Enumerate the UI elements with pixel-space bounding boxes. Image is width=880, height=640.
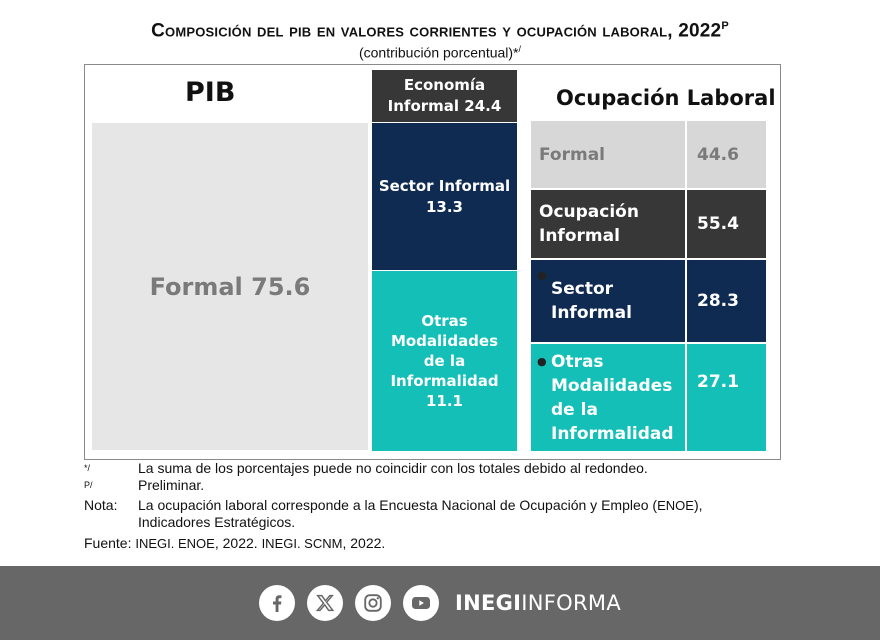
chart-subtitle: (contribución porcentual)*/ [358, 44, 522, 61]
x-glyph [314, 592, 336, 614]
nota-key: Nota: [84, 497, 118, 513]
x-icon[interactable] [307, 585, 343, 621]
pib-economia-informal-block [372, 70, 517, 122]
facebook-glyph [265, 591, 289, 615]
nota-text: La ocupación laboral corresponde a la Encuesta Nacional de Ocupación y Empleo (ENOE), Indicadores Estratégicos. [138, 497, 703, 530]
ocupacion-informal-label [531, 190, 685, 258]
bullet-icon: ● [537, 269, 547, 282]
pib-heading: PIB [185, 77, 236, 108]
footnote-preliminary [84, 477, 784, 494]
instagram-icon[interactable] [355, 585, 391, 621]
economia-informal-label-2: Informal [387, 97, 460, 115]
ocupacion-informal-value: 55.4 [687, 190, 766, 258]
footnote-text: Preliminar. [138, 477, 205, 493]
otras-label-2: Modalidades [390, 332, 499, 350]
footnote-nota [84, 497, 784, 531]
footnotes [84, 460, 784, 553]
ocupacion-heading: Ocupación Laboral [556, 86, 776, 110]
ocupacion-formal-value: 44.6 [687, 121, 766, 188]
title-superscript: P [721, 20, 729, 32]
inegi-informa-logo: INEGIINFORMA [455, 591, 621, 615]
pib-otras-modalidades-block [372, 271, 517, 451]
economia-informal-value: 24.4 [464, 97, 502, 115]
otras-label-1: Otras [421, 312, 468, 330]
ocupacion-formal-label: Formal [531, 121, 685, 188]
ocupacion-otras-modalidades-value: 27.1 [687, 344, 766, 451]
ocupacion-informal-text: Ocupación Informal [539, 202, 639, 246]
footnote-key: */ [84, 463, 91, 473]
footnote-rounding [84, 460, 784, 477]
pib-formal-value: 75.6 [251, 272, 311, 301]
youtube-icon[interactable] [403, 585, 439, 621]
bullet-icon: ● [537, 355, 547, 368]
ocupacion-sector-informal-text: Sector Informal [551, 279, 632, 323]
instagram-glyph [362, 592, 384, 614]
sector-informal-label: Sector Informal [378, 176, 511, 195]
source-line: Fuente: INEGI. ENOE, 2022. INEGI. SCNM, 2022. [84, 535, 386, 551]
ocupacion-sector-informal-label [531, 260, 685, 342]
youtube-glyph [409, 591, 433, 615]
economia-informal-label-1: Economía [403, 76, 486, 94]
pib-formal-label: Formal 75.6 [149, 272, 311, 301]
ocupacion-otras-modalidades-text: Otras Modalidades de la Informalidad [551, 351, 674, 444]
sector-informal-value: 13.3 [425, 197, 463, 216]
chart-title: Composición del pib en valores corrientes y ocupación laboral, $2022^P$ [151, 20, 729, 42]
pib-formal-block [92, 123, 368, 450]
ocupacion-otras-modalidades-label [531, 344, 685, 451]
otras-label-4: Informalidad [390, 372, 499, 390]
footer-bar [0, 566, 880, 640]
footnote-text: La suma de los porcentajes puede no coincidir con los totales debido al redondeo. [138, 460, 648, 476]
otras-value: 11.1 [425, 392, 463, 410]
facebook-icon[interactable] [259, 585, 295, 621]
economia-informal-line-2 [388, 96, 502, 117]
pib-sector-informal-block [372, 123, 517, 270]
ocupacion-sector-informal-value: 28.3 [687, 260, 766, 342]
subtitle-superscript: / [518, 44, 522, 54]
footnote-key: P/ [84, 480, 93, 490]
otras-label-3: de la [423, 352, 466, 370]
